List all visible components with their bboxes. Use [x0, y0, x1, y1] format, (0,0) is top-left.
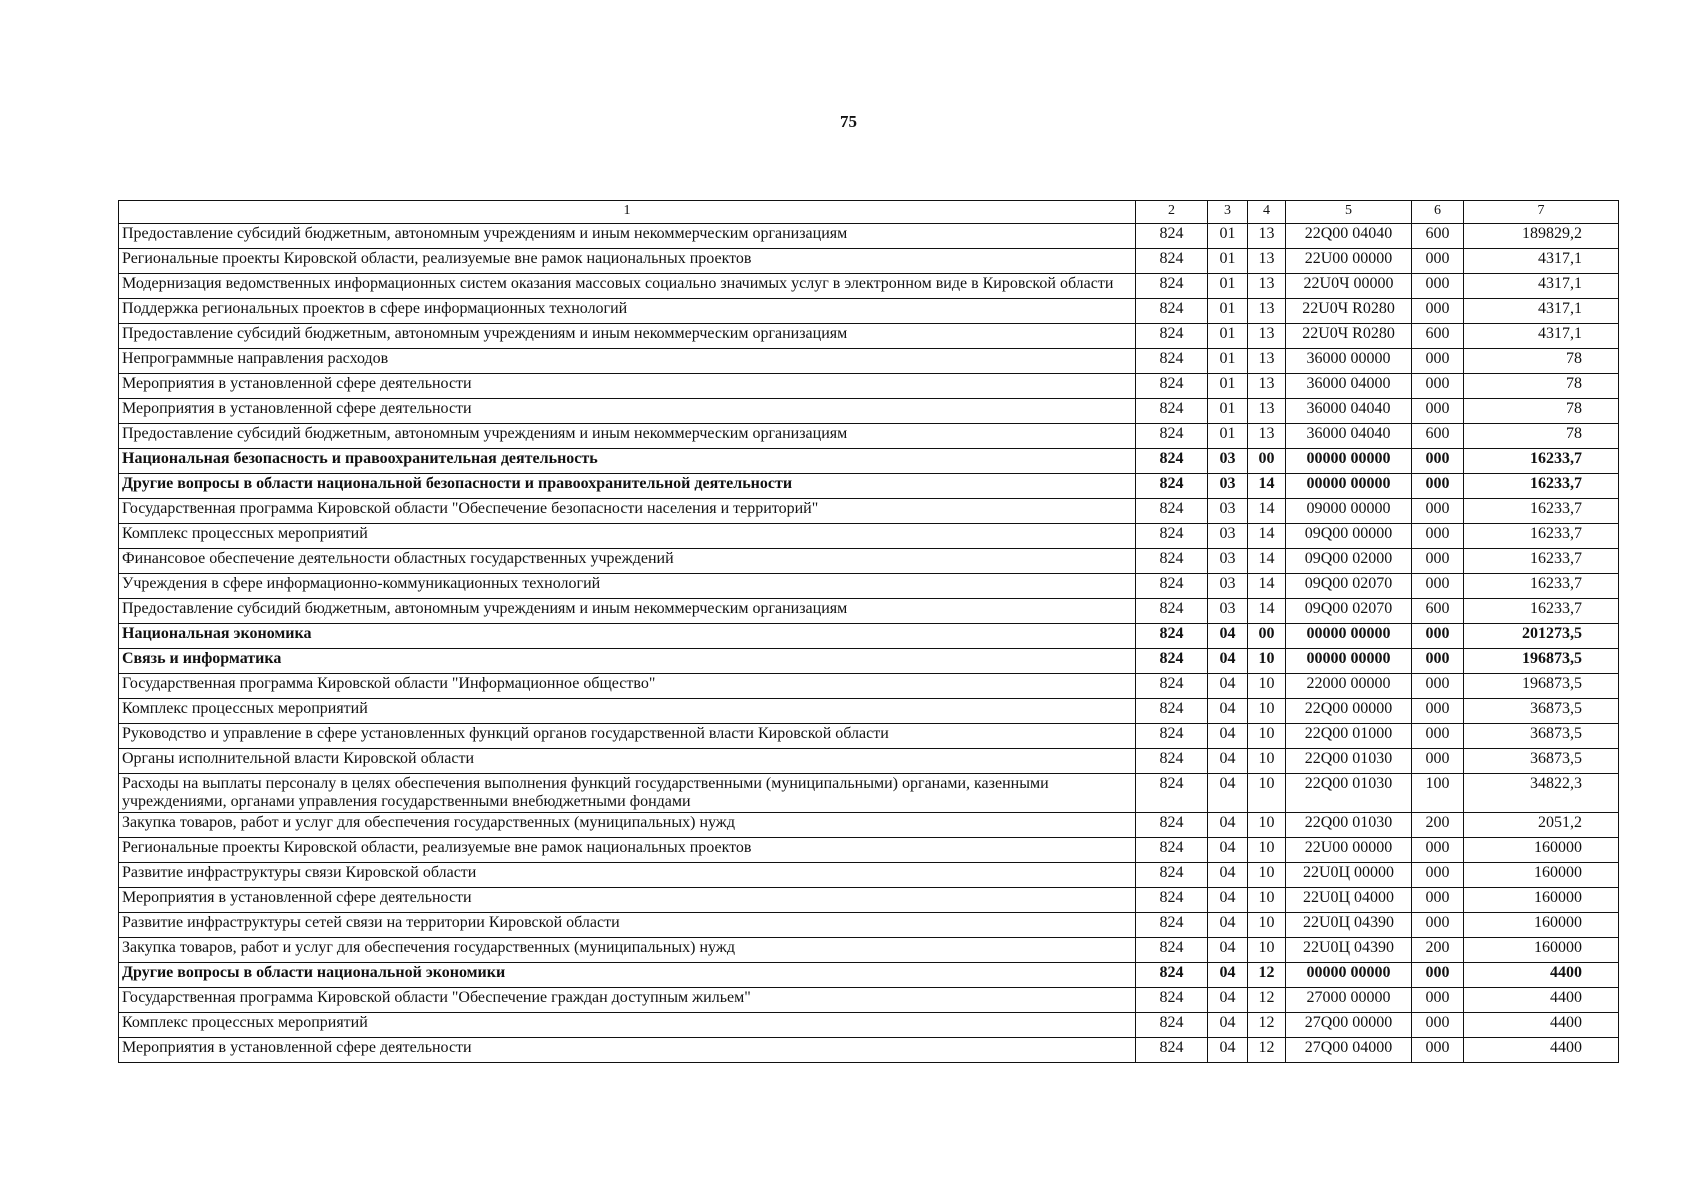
row-section-code: 04 — [1208, 674, 1248, 699]
row-ministry-code: 824 — [1136, 224, 1208, 249]
row-subsection-code: 10 — [1248, 813, 1286, 838]
row-amount: 4317,1 — [1464, 249, 1619, 274]
row-description: Другие вопросы в области национальной безопасности и правоохранительной деятельности — [119, 474, 1136, 499]
row-subsection-code: 00 — [1248, 449, 1286, 474]
row-amount: 36873,5 — [1464, 699, 1619, 724]
row-section-code: 03 — [1208, 474, 1248, 499]
row-section-code: 04 — [1208, 813, 1248, 838]
row-expense-type: 000 — [1412, 624, 1464, 649]
row-ministry-code: 824 — [1136, 249, 1208, 274]
row-expense-type: 000 — [1412, 499, 1464, 524]
table-row — [119, 963, 1619, 988]
row-expense-type: 000 — [1412, 963, 1464, 988]
row-section-code: 03 — [1208, 549, 1248, 574]
row-target-article: 09Q00 02070 — [1286, 574, 1412, 599]
row-subsection-code: 13 — [1248, 349, 1286, 374]
row-ministry-code: 824 — [1136, 674, 1208, 699]
row-ministry-code: 824 — [1136, 399, 1208, 424]
row-expense-type: 000 — [1412, 574, 1464, 599]
row-target-article: 00000 00000 — [1286, 474, 1412, 499]
column-header-5: 5 — [1286, 201, 1412, 224]
row-expense-type: 100 — [1412, 774, 1464, 813]
row-description: Национальная безопасность и правоохранительная деятельность — [119, 449, 1136, 474]
table-row — [119, 813, 1619, 838]
row-expense-type: 000 — [1412, 888, 1464, 913]
row-section-code: 03 — [1208, 449, 1248, 474]
row-amount: 201273,5 — [1464, 624, 1619, 649]
row-target-article: 22U0Ц 04000 — [1286, 888, 1412, 913]
row-ministry-code: 824 — [1136, 988, 1208, 1013]
row-ministry-code: 824 — [1136, 649, 1208, 674]
row-target-article: 22000 00000 — [1286, 674, 1412, 699]
row-ministry-code: 824 — [1136, 524, 1208, 549]
row-subsection-code: 10 — [1248, 774, 1286, 813]
row-subsection-code: 14 — [1248, 524, 1286, 549]
row-ministry-code: 824 — [1136, 1013, 1208, 1038]
row-section-code: 04 — [1208, 774, 1248, 813]
row-description: Руководство и управление в сфере установленных функций органов государственной власти Кировской области — [119, 724, 1136, 749]
row-amount: 160000 — [1464, 838, 1619, 863]
row-ministry-code: 824 — [1136, 574, 1208, 599]
row-amount: 2051,2 — [1464, 813, 1619, 838]
row-expense-type: 600 — [1412, 599, 1464, 624]
row-expense-type: 000 — [1412, 274, 1464, 299]
row-target-article: 36000 04040 — [1286, 424, 1412, 449]
table-row — [119, 1013, 1619, 1038]
row-target-article: 00000 00000 — [1286, 963, 1412, 988]
row-amount: 78 — [1464, 349, 1619, 374]
row-description: Государственная программа Кировской области "Информационное общество" — [119, 674, 1136, 699]
row-ministry-code: 824 — [1136, 749, 1208, 774]
row-section-code: 01 — [1208, 299, 1248, 324]
row-subsection-code: 12 — [1248, 963, 1286, 988]
row-subsection-code: 10 — [1248, 913, 1286, 938]
row-section-code: 01 — [1208, 274, 1248, 299]
row-expense-type: 000 — [1412, 674, 1464, 699]
row-section-code: 04 — [1208, 913, 1248, 938]
row-section-code: 03 — [1208, 574, 1248, 599]
row-expense-type: 000 — [1412, 988, 1464, 1013]
row-amount: 4400 — [1464, 1013, 1619, 1038]
row-section-code: 04 — [1208, 963, 1248, 988]
row-ministry-code: 824 — [1136, 813, 1208, 838]
row-subsection-code: 12 — [1248, 1013, 1286, 1038]
row-target-article: 22Q00 01030 — [1286, 813, 1412, 838]
row-ministry-code: 824 — [1136, 699, 1208, 724]
column-header-7: 7 — [1464, 201, 1619, 224]
row-target-article: 09Q00 02000 — [1286, 549, 1412, 574]
row-amount: 4317,1 — [1464, 324, 1619, 349]
row-description: Предоставление субсидий бюджетным, автономным учреждениям и иным некоммерческим организациям — [119, 424, 1136, 449]
row-amount: 196873,5 — [1464, 674, 1619, 699]
row-description: Связь и информатика — [119, 649, 1136, 674]
row-target-article: 22Q00 01000 — [1286, 724, 1412, 749]
table-row — [119, 524, 1619, 549]
row-expense-type: 000 — [1412, 863, 1464, 888]
row-ministry-code: 824 — [1136, 963, 1208, 988]
row-subsection-code: 14 — [1248, 599, 1286, 624]
row-description: Учреждения в сфере информационно-коммуникационных технологий — [119, 574, 1136, 599]
row-ministry-code: 824 — [1136, 1038, 1208, 1063]
row-description: Комплекс процессных мероприятий — [119, 1013, 1136, 1038]
row-subsection-code: 13 — [1248, 299, 1286, 324]
row-target-article: 22Q00 00000 — [1286, 699, 1412, 724]
row-target-article: 09Q00 00000 — [1286, 524, 1412, 549]
table-row — [119, 624, 1619, 649]
row-subsection-code: 10 — [1248, 699, 1286, 724]
row-section-code: 01 — [1208, 399, 1248, 424]
row-expense-type: 600 — [1412, 324, 1464, 349]
budget-table — [118, 200, 1619, 1063]
row-target-article: 22U0Ч R0280 — [1286, 324, 1412, 349]
row-target-article: 27Q00 00000 — [1286, 1013, 1412, 1038]
row-target-article: 36000 04040 — [1286, 399, 1412, 424]
row-ministry-code: 824 — [1136, 599, 1208, 624]
row-section-code: 04 — [1208, 888, 1248, 913]
table-row — [119, 324, 1619, 349]
row-amount: 196873,5 — [1464, 649, 1619, 674]
row-description: Государственная программа Кировской области "Обеспечение безопасности населения и территорий" — [119, 499, 1136, 524]
row-section-code: 04 — [1208, 1038, 1248, 1063]
table-row — [119, 863, 1619, 888]
row-ministry-code: 824 — [1136, 938, 1208, 963]
row-description: Мероприятия в установленной сфере деятельности — [119, 399, 1136, 424]
row-expense-type: 000 — [1412, 913, 1464, 938]
table-row — [119, 699, 1619, 724]
row-target-article: 22U0Ч R0280 — [1286, 299, 1412, 324]
row-description: Предоставление субсидий бюджетным, автономным учреждениям и иным некоммерческим организациям — [119, 224, 1136, 249]
row-section-code: 04 — [1208, 838, 1248, 863]
row-subsection-code: 14 — [1248, 499, 1286, 524]
row-subsection-code: 10 — [1248, 838, 1286, 863]
row-description: Расходы на выплаты персоналу в целях обеспечения выполнения функций государственными (муниципальными) органами, казенными учреждениями, органами управления государственными внебюджетными фондами — [119, 774, 1136, 813]
row-subsection-code: 10 — [1248, 724, 1286, 749]
row-target-article: 36000 00000 — [1286, 349, 1412, 374]
row-subsection-code: 12 — [1248, 1038, 1286, 1063]
row-amount: 78 — [1464, 424, 1619, 449]
row-description: Мероприятия в установленной сфере деятельности — [119, 888, 1136, 913]
column-header-1: 1 — [119, 201, 1136, 224]
row-subsection-code: 13 — [1248, 374, 1286, 399]
table-row — [119, 988, 1619, 1013]
row-expense-type: 600 — [1412, 224, 1464, 249]
row-expense-type: 000 — [1412, 549, 1464, 574]
table-row — [119, 774, 1619, 813]
row-subsection-code: 14 — [1248, 574, 1286, 599]
row-subsection-code: 13 — [1248, 399, 1286, 424]
row-section-code: 01 — [1208, 224, 1248, 249]
row-description: Закупка товаров, работ и услуг для обеспечения государственных (муниципальных) нужд — [119, 813, 1136, 838]
table-row — [119, 349, 1619, 374]
row-section-code: 04 — [1208, 1013, 1248, 1038]
row-target-article: 09000 00000 — [1286, 499, 1412, 524]
row-subsection-code: 13 — [1248, 324, 1286, 349]
row-ministry-code: 824 — [1136, 374, 1208, 399]
table-body — [119, 224, 1619, 1063]
row-ministry-code: 824 — [1136, 474, 1208, 499]
table-row — [119, 399, 1619, 424]
row-expense-type: 000 — [1412, 524, 1464, 549]
column-header-6: 6 — [1412, 201, 1464, 224]
row-subsection-code: 00 — [1248, 624, 1286, 649]
row-subsection-code: 13 — [1248, 424, 1286, 449]
row-description: Комплекс процессных мероприятий — [119, 699, 1136, 724]
row-section-code: 04 — [1208, 988, 1248, 1013]
row-section-code: 04 — [1208, 863, 1248, 888]
row-description: Финансовое обеспечение деятельности областных государственных учреждений — [119, 549, 1136, 574]
row-section-code: 03 — [1208, 499, 1248, 524]
row-target-article: 27000 00000 — [1286, 988, 1412, 1013]
row-section-code: 04 — [1208, 938, 1248, 963]
row-amount: 16233,7 — [1464, 574, 1619, 599]
row-section-code: 03 — [1208, 524, 1248, 549]
table-row — [119, 749, 1619, 774]
table-row — [119, 888, 1619, 913]
row-expense-type: 200 — [1412, 813, 1464, 838]
row-expense-type: 000 — [1412, 374, 1464, 399]
row-description: Национальная экономика — [119, 624, 1136, 649]
row-section-code: 01 — [1208, 324, 1248, 349]
row-ministry-code: 824 — [1136, 838, 1208, 863]
row-amount: 4400 — [1464, 963, 1619, 988]
row-section-code: 01 — [1208, 249, 1248, 274]
row-expense-type: 600 — [1412, 424, 1464, 449]
row-description: Развитие инфраструктуры связи Кировской области — [119, 863, 1136, 888]
row-expense-type: 000 — [1412, 724, 1464, 749]
row-ministry-code: 824 — [1136, 863, 1208, 888]
row-ministry-code: 824 — [1136, 888, 1208, 913]
row-expense-type: 000 — [1412, 449, 1464, 474]
row-description: Предоставление субсидий бюджетным, автономным учреждениям и иным некоммерческим организациям — [119, 599, 1136, 624]
row-target-article: 09Q00 02070 — [1286, 599, 1412, 624]
row-description: Закупка товаров, работ и услуг для обеспечения государственных (муниципальных) нужд — [119, 938, 1136, 963]
row-amount: 160000 — [1464, 913, 1619, 938]
row-description: Комплекс процессных мероприятий — [119, 524, 1136, 549]
row-description: Региональные проекты Кировской области, реализуемые вне рамок национальных проектов — [119, 249, 1136, 274]
table-row — [119, 549, 1619, 574]
table-header-row — [119, 201, 1619, 224]
row-description: Модернизация ведомственных информационных систем оказания массовых социально значимых услуг в электронном виде в Кировской области — [119, 274, 1136, 299]
row-target-article: 22U00 00000 — [1286, 838, 1412, 863]
row-description: Поддержка региональных проектов в сфере информационных технологий — [119, 299, 1136, 324]
table-row — [119, 649, 1619, 674]
row-amount: 4317,1 — [1464, 299, 1619, 324]
row-target-article: 22Q00 04040 — [1286, 224, 1412, 249]
row-expense-type: 000 — [1412, 249, 1464, 274]
row-amount: 189829,2 — [1464, 224, 1619, 249]
row-section-code: 01 — [1208, 374, 1248, 399]
row-amount: 16233,7 — [1464, 449, 1619, 474]
table-row — [119, 913, 1619, 938]
row-subsection-code: 14 — [1248, 549, 1286, 574]
table-row — [119, 574, 1619, 599]
row-amount: 16233,7 — [1464, 599, 1619, 624]
row-expense-type: 000 — [1412, 1038, 1464, 1063]
row-amount: 34822,3 — [1464, 774, 1619, 813]
row-target-article: 22U00 00000 — [1286, 249, 1412, 274]
row-amount: 36873,5 — [1464, 724, 1619, 749]
row-ministry-code: 824 — [1136, 424, 1208, 449]
row-subsection-code: 14 — [1248, 474, 1286, 499]
row-expense-type: 000 — [1412, 649, 1464, 674]
row-description: Мероприятия в установленной сфере деятельности — [119, 374, 1136, 399]
row-section-code: 03 — [1208, 599, 1248, 624]
table-row — [119, 724, 1619, 749]
row-amount: 4400 — [1464, 988, 1619, 1013]
row-description: Государственная программа Кировской области "Обеспечение граждан доступным жильем" — [119, 988, 1136, 1013]
row-ministry-code: 824 — [1136, 324, 1208, 349]
row-target-article: 22U0Ч 00000 — [1286, 274, 1412, 299]
row-description: Предоставление субсидий бюджетным, автономным учреждениям и иным некоммерческим организациям — [119, 324, 1136, 349]
row-section-code: 04 — [1208, 649, 1248, 674]
row-description: Другие вопросы в области национальной экономики — [119, 963, 1136, 988]
row-target-article: 00000 00000 — [1286, 624, 1412, 649]
row-expense-type: 000 — [1412, 699, 1464, 724]
row-amount: 16233,7 — [1464, 474, 1619, 499]
row-target-article: 27Q00 04000 — [1286, 1038, 1412, 1063]
row-amount: 160000 — [1464, 938, 1619, 963]
column-header-4: 4 — [1248, 201, 1286, 224]
row-expense-type: 000 — [1412, 749, 1464, 774]
page-number: 75 — [840, 112, 857, 131]
row-ministry-code: 824 — [1136, 774, 1208, 813]
row-ministry-code: 824 — [1136, 349, 1208, 374]
row-target-article: 22Q00 01030 — [1286, 749, 1412, 774]
row-subsection-code: 13 — [1248, 249, 1286, 274]
table-row — [119, 499, 1619, 524]
row-ministry-code: 824 — [1136, 299, 1208, 324]
row-amount: 78 — [1464, 374, 1619, 399]
row-amount: 4317,1 — [1464, 274, 1619, 299]
row-amount: 160000 — [1464, 888, 1619, 913]
row-ministry-code: 824 — [1136, 624, 1208, 649]
row-subsection-code: 13 — [1248, 274, 1286, 299]
table-row — [119, 424, 1619, 449]
row-section-code: 04 — [1208, 749, 1248, 774]
table-row — [119, 938, 1619, 963]
row-target-article: 22U0Ц 00000 — [1286, 863, 1412, 888]
table-row — [119, 1038, 1619, 1063]
row-amount: 16233,7 — [1464, 549, 1619, 574]
row-subsection-code: 10 — [1248, 674, 1286, 699]
row-expense-type: 000 — [1412, 299, 1464, 324]
row-target-article: 36000 04000 — [1286, 374, 1412, 399]
row-ministry-code: 824 — [1136, 724, 1208, 749]
table-row — [119, 299, 1619, 324]
row-description: Органы исполнительной власти Кировской области — [119, 749, 1136, 774]
row-target-article: 22Q00 01030 — [1286, 774, 1412, 813]
row-amount: 36873,5 — [1464, 749, 1619, 774]
row-target-article: 00000 00000 — [1286, 449, 1412, 474]
row-amount: 16233,7 — [1464, 524, 1619, 549]
row-description: Развитие инфраструктуры сетей связи на территории Кировской области — [119, 913, 1136, 938]
table-row — [119, 599, 1619, 624]
row-ministry-code: 824 — [1136, 499, 1208, 524]
row-subsection-code: 10 — [1248, 649, 1286, 674]
row-ministry-code: 824 — [1136, 549, 1208, 574]
row-expense-type: 200 — [1412, 938, 1464, 963]
row-expense-type: 000 — [1412, 1013, 1464, 1038]
row-section-code: 04 — [1208, 724, 1248, 749]
row-target-article: 22U0Ц 04390 — [1286, 913, 1412, 938]
table-row — [119, 674, 1619, 699]
column-header-2: 2 — [1136, 201, 1208, 224]
row-section-code: 04 — [1208, 624, 1248, 649]
row-subsection-code: 13 — [1248, 224, 1286, 249]
row-amount: 16233,7 — [1464, 499, 1619, 524]
row-amount: 4400 — [1464, 1038, 1619, 1063]
row-description: Непрограммные направления расходов — [119, 349, 1136, 374]
table-row — [119, 249, 1619, 274]
row-target-article: 22U0Ц 04390 — [1286, 938, 1412, 963]
row-subsection-code: 12 — [1248, 988, 1286, 1013]
row-section-code: 04 — [1208, 699, 1248, 724]
row-subsection-code: 10 — [1248, 888, 1286, 913]
row-expense-type: 000 — [1412, 399, 1464, 424]
row-amount: 78 — [1464, 399, 1619, 424]
row-expense-type: 000 — [1412, 349, 1464, 374]
table-row — [119, 374, 1619, 399]
table-row — [119, 224, 1619, 249]
row-description: Мероприятия в установленной сфере деятельности — [119, 1038, 1136, 1063]
row-section-code: 01 — [1208, 349, 1248, 374]
row-ministry-code: 824 — [1136, 449, 1208, 474]
row-amount: 160000 — [1464, 863, 1619, 888]
row-expense-type: 000 — [1412, 838, 1464, 863]
table-row — [119, 838, 1619, 863]
row-subsection-code: 10 — [1248, 863, 1286, 888]
table-row — [119, 274, 1619, 299]
table-row — [119, 474, 1619, 499]
column-header-3: 3 — [1208, 201, 1248, 224]
row-subsection-code: 10 — [1248, 938, 1286, 963]
row-subsection-code: 10 — [1248, 749, 1286, 774]
row-section-code: 01 — [1208, 424, 1248, 449]
row-description: Региональные проекты Кировской области, реализуемые вне рамок национальных проектов — [119, 838, 1136, 863]
row-target-article: 00000 00000 — [1286, 649, 1412, 674]
table-row — [119, 449, 1619, 474]
row-expense-type: 000 — [1412, 474, 1464, 499]
row-ministry-code: 824 — [1136, 913, 1208, 938]
row-ministry-code: 824 — [1136, 274, 1208, 299]
